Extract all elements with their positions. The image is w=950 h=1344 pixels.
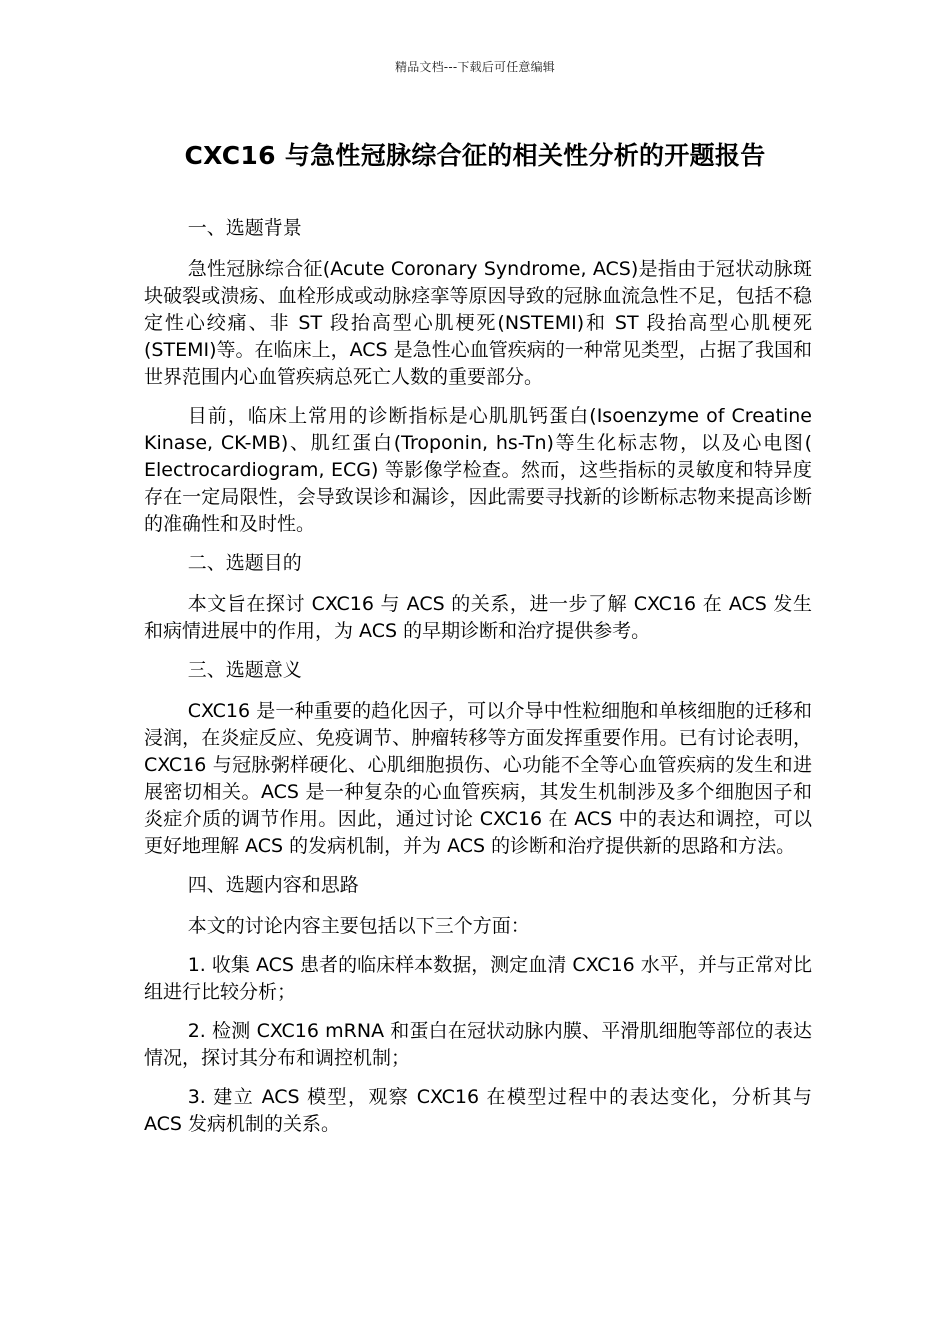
paragraph-background-1: 急性冠脉综合征(Acute Coronary Syndrome, ACS)是指由于冠状动脉斑块破裂或溃疡、血栓形成或动脉痉挛等原因导致的冠脉血流急性不足，包括不稳定性心绞痛、非 ST 段抬高型心肌梗死(NSTEMI)和 ST 段抬高型心肌梗死(STEMI)等。在临床上，ACS 是急性心血管疾病的一种常见类型，占据了我国和世界范围内心血管疾病总死亡人数的重要部分。	[144, 258, 812, 388]
paragraph-background-2: 目前，临床上常用的诊断指标是心肌肌钙蛋白(Isoenzyme of Creatine Kinase, CK-MB)、肌红蛋白(Troponin, hs-Tn)等生化标志物，以及心电图( Electrocardiogram, ECG) 等影像学检查。然而，这些指标的灵敏度和特异度存在一定局限性，会导致误诊和漏诊，因此需要寻找新的诊断标志物来提高诊断的准确性和及时性。	[144, 405, 812, 535]
document-body	[144, 215, 812, 1150]
list-item-content-3: 3. 建立 ACS 模型，观察 CXC16 在模型过程中的表达变化，分析其与 ACS 发病机制的关系。	[144, 1086, 812, 1135]
document-title: CXC16 与急性冠脉综合征的相关性分析的开题报告	[184, 141, 766, 170]
section-heading-purpose: 二、选题目的	[187, 552, 302, 574]
paragraph-significance: CXC16 是一种重要的趋化因子，可以介导中性粒细胞和单核细胞的迁移和浸润，在炎症反应、免疫调节、肿瘤转移等方面发挥重要作用。已有讨论表明，CXC16 与冠脉粥样硬化、心肌细胞损伤、心功能不全等心血管疾病的发生和进展密切相关。ACS 是一种复杂的心血管疾病，其发生机制涉及多个细胞因子和炎症介质的调节作用。因此，通过讨论 CXC16 在 ACS 中的表达和调控，可以更好地理解 ACS 的发病机制，并为 ACS 的诊断和治疗提供新的思路和方法。	[144, 700, 812, 857]
paragraph-purpose: 本文旨在探讨 CXC16 与 ACS 的关系，进一步了解 CXC16 在 ACS 发生和病情进展中的作用，为 ACS 的早期诊断和治疗提供参考。	[144, 593, 812, 642]
section-heading-significance: 三、选题意义	[187, 659, 302, 681]
section-heading-content: 四、选题内容和思路	[187, 874, 359, 896]
header-note: 精品文档---下载后可任意编辑	[395, 60, 555, 74]
list-item-content-2: 2. 检测 CXC16 mRNA 和蛋白在冠状动脉内膜、平滑肌细胞等部位的表达情况，探讨其分布和调控机制；	[144, 1020, 812, 1069]
list-item-content-1: 1. 收集 ACS 患者的临床样本数据，测定血清 CXC16 水平，并与正常对比组进行比较分析；	[144, 954, 812, 1003]
paragraph-content-intro: 本文的讨论内容主要包括以下三个方面：	[187, 915, 530, 937]
section-heading-background: 一、选题背景	[187, 217, 302, 239]
